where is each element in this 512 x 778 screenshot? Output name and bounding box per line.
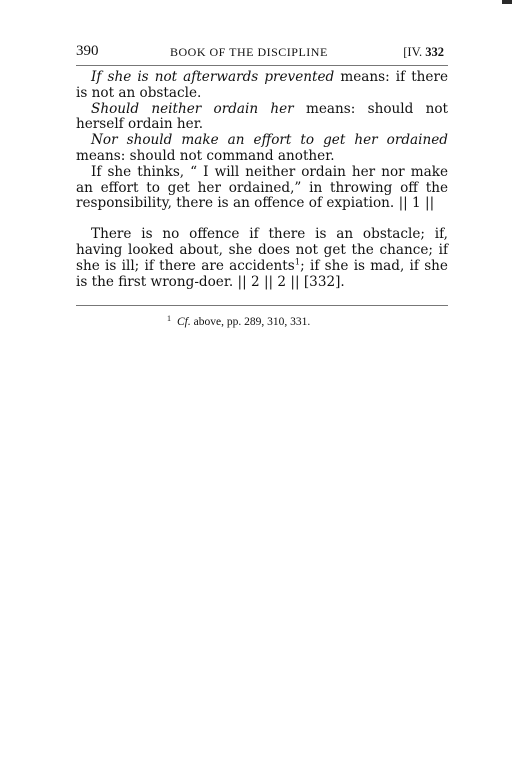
scan-corner-mark	[502, 0, 512, 4]
footnote-rule	[76, 305, 448, 306]
book-title: BOOK OF THE DISCIPLINE	[170, 45, 328, 59]
footnote-number: 1	[167, 313, 171, 323]
definition-text: means: if there is not an obstacle.	[76, 69, 448, 101]
no-offence-text: There is no offence if there is an obstacle; if, having looked about, she does not get the chance; if she is ill; if there are accidents	[76, 226, 448, 274]
footnote-reference: 1	[294, 257, 301, 268]
offence-paragraph: If she thinks, “ I will neither ordain her nor make an effort to get her ordained,” in throwing off the responsibility, there is an offence of expiation. || 1 ||	[76, 163, 448, 212]
definition-text: means: should not herself ordain her.	[76, 100, 448, 133]
section-number: 332	[425, 45, 444, 59]
book-page	[76, 43, 448, 328]
footnote	[76, 313, 448, 329]
header-rule	[76, 65, 448, 66]
page-number: 390	[76, 43, 99, 59]
definition-text: means: should not command another.	[76, 147, 335, 164]
definition-paragraph	[76, 70, 448, 102]
body-text	[76, 70, 448, 290]
defined-term: Nor should make an effort to get her ordained	[91, 132, 448, 149]
no-offence-text-end: ; if she is mad, if she is the first wrong-doer. || 2 || 2 || [332].	[76, 257, 448, 290]
no-offence-paragraph	[76, 227, 448, 290]
footnote-cf: Cf.	[177, 316, 191, 329]
defined-term: Should neither ordain her	[91, 100, 294, 117]
section-prefix: [IV.	[403, 45, 423, 59]
definition-paragraph	[76, 133, 448, 165]
running-head	[76, 43, 448, 63]
definition-paragraph	[76, 102, 448, 134]
section-reference	[403, 45, 444, 60]
footnote-text: above, pp. 289, 310, 331.	[190, 316, 311, 329]
defined-term: If she is not afterwards prevented	[91, 69, 335, 85]
